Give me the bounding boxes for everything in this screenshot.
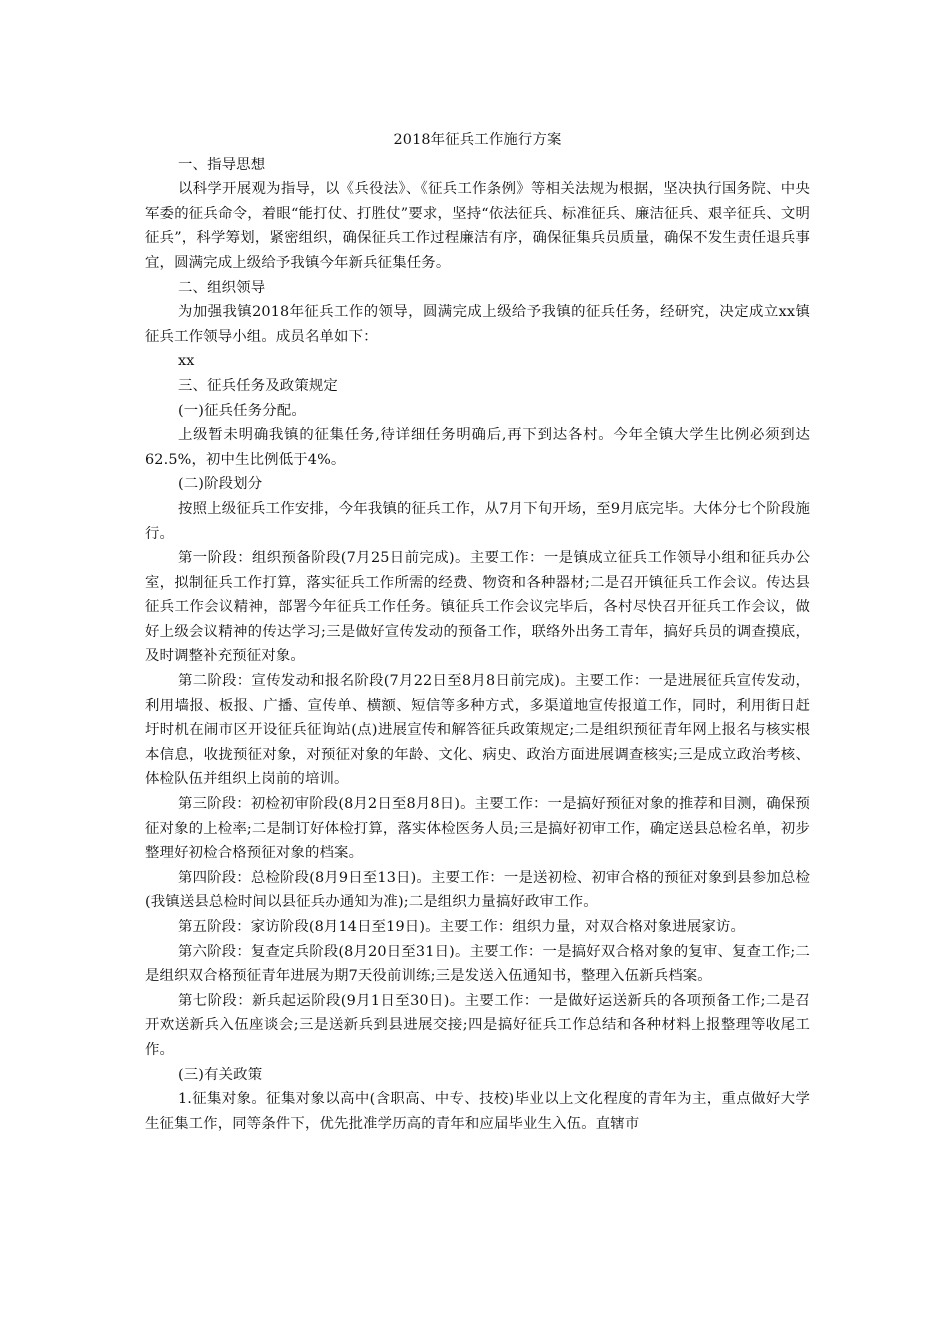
document-title: 2018年征兵工作施行方案 xyxy=(393,132,562,148)
paragraph-task-allocation: 上级暂未明确我镇的征集任务,待详细任务明确后,再下到达各村。今年全镇大学生比例必须到达62.5%，初中生比例低于4%。 xyxy=(145,427,810,468)
paragraph-stage-6: 第六阶段：复查定兵阶段(8月20日至31日)。主要工作：一是搞好双合格对象的复审、复查工作;二是组织双合格预征青年进展为期7天役前训练;三是发送入伍通知书，整理入伍新兵档案。 xyxy=(145,943,810,985)
subheading-stage-division: (二)阶段划分 xyxy=(178,476,263,493)
paragraph-member-list: xx xyxy=(178,353,195,370)
paragraph-policy-1: 1.征集对象。征集对象以高中(含职高、中专、技校)毕业以上文化程度的青年为主，重点做好大学生征集工作，同等条件下，优先批准学历高的青年和应届毕业生入伍。直辖市 xyxy=(145,1091,810,1132)
paragraph-stage-5: 第五阶段：家访阶段(8月14日至19日)。主要工作：组织力量，对双合格对象进展家访。 xyxy=(178,919,745,935)
paragraph-stage-1: 第一阶段：组织预备阶段(7月25日前完成)。主要工作：一是镇成立征兵工作领导小组和征兵办公室，拟制征兵工作打算，落实征兵工作所需的经费、物资和各种器材;二是召开镇征兵工作会议。传达县征兵工作会议精神，部署今年征兵工作任务。镇征兵工作会议完毕后，各村尽快召开征兵工作会议，做好上级会议精神的传达学习;三是做好宣传发动的预备工作，联络外出务工青年，搞好兵员的调查摸底，及时调整补充预征对象。 xyxy=(145,550,810,665)
paragraph-stage-2: 第二阶段：宣传发动和报名阶段(7月22日至8月8日前完成)。主要工作：一是进展征兵宣传发动，利用墙报、板报、广播、宣传单、横额、短信等多种方式，多渠道地宣传报道工作，同时，利用街日赶圩时机在闹市区开设征兵征询站(点)进展宣传和解答征兵政策规定;二是组织预征青年网上报名与核实根本信息，收拢预征对象，对预征对象的年龄、文化、病史、政治方面进展调查核实;三是成立政治考核、体检队伍并组织上岗前的培训。 xyxy=(145,673,810,788)
section-heading-guiding-ideology: 一、指导思想 xyxy=(178,156,266,173)
paragraph-guiding-ideology: 以科学开展观为指导，以《兵役法》、《征兵工作条例》等相关法规为根据，坚决执行国务院、中央军委的征兵命令，着眼“能打仗、打胜仗”要求，坚持“依法征兵、标准征兵、廉洁征兵、艰辛征兵、文明征兵”，科学筹划，紧密组织，确保征兵工作过程廉洁有序，确保征集兵员质量，确保不发生责任退兵事宜，圆满完成上级给予我镇今年新兵征集任务。 xyxy=(145,181,810,271)
subheading-related-policies: (三)有关政策 xyxy=(178,1066,263,1083)
section-heading-organization: 二、组织领导 xyxy=(178,279,266,296)
paragraph-stage-7: 第七阶段：新兵起运阶段(9月1日至30日)。主要工作：一是做好运送新兵的各项预备工作;二是召开欢送新兵入伍座谈会;三是送新兵到县进展交接;四是搞好征兵工作总结和各种材料上报整理等收尾工作。 xyxy=(145,992,810,1058)
paragraph-organization: 为加强我镇2018年征兵工作的领导，圆满完成上级给予我镇的征兵任务，经研究，决定成立xx镇征兵工作领导小组。成员名单如下： xyxy=(145,304,810,345)
document-page xyxy=(145,128,810,1136)
section-heading-tasks-policies: 三、征兵任务及政策规定 xyxy=(178,377,338,394)
paragraph-stage-4: 第四阶段：总检阶段(8月9日至13日)。主要工作：一是送初检、初审合格的预征对象到县参加总检(我镇送县总检时间以县征兵办通知为准);二是组织力量搞好政审工作。 xyxy=(145,869,810,911)
paragraph-stage-3: 第三阶段：初检初审阶段(8月2日至8月8日)。主要工作：一是搞好预征对象的推荐和目测，确保预征对象的上检率;二是制订好体检打算，落实体检医务人员;三是搞好初审工作，确定送县总检名单，初步整理好初检合格预征对象的档案。 xyxy=(145,796,810,862)
subheading-task-allocation: (一)征兵任务分配。 xyxy=(178,402,306,419)
paragraph-stage-division: 按照上级征兵工作安排，今年我镇的征兵工作，从7月下旬开场，至9月底完毕。大体分七个阶段施行。 xyxy=(145,500,810,542)
